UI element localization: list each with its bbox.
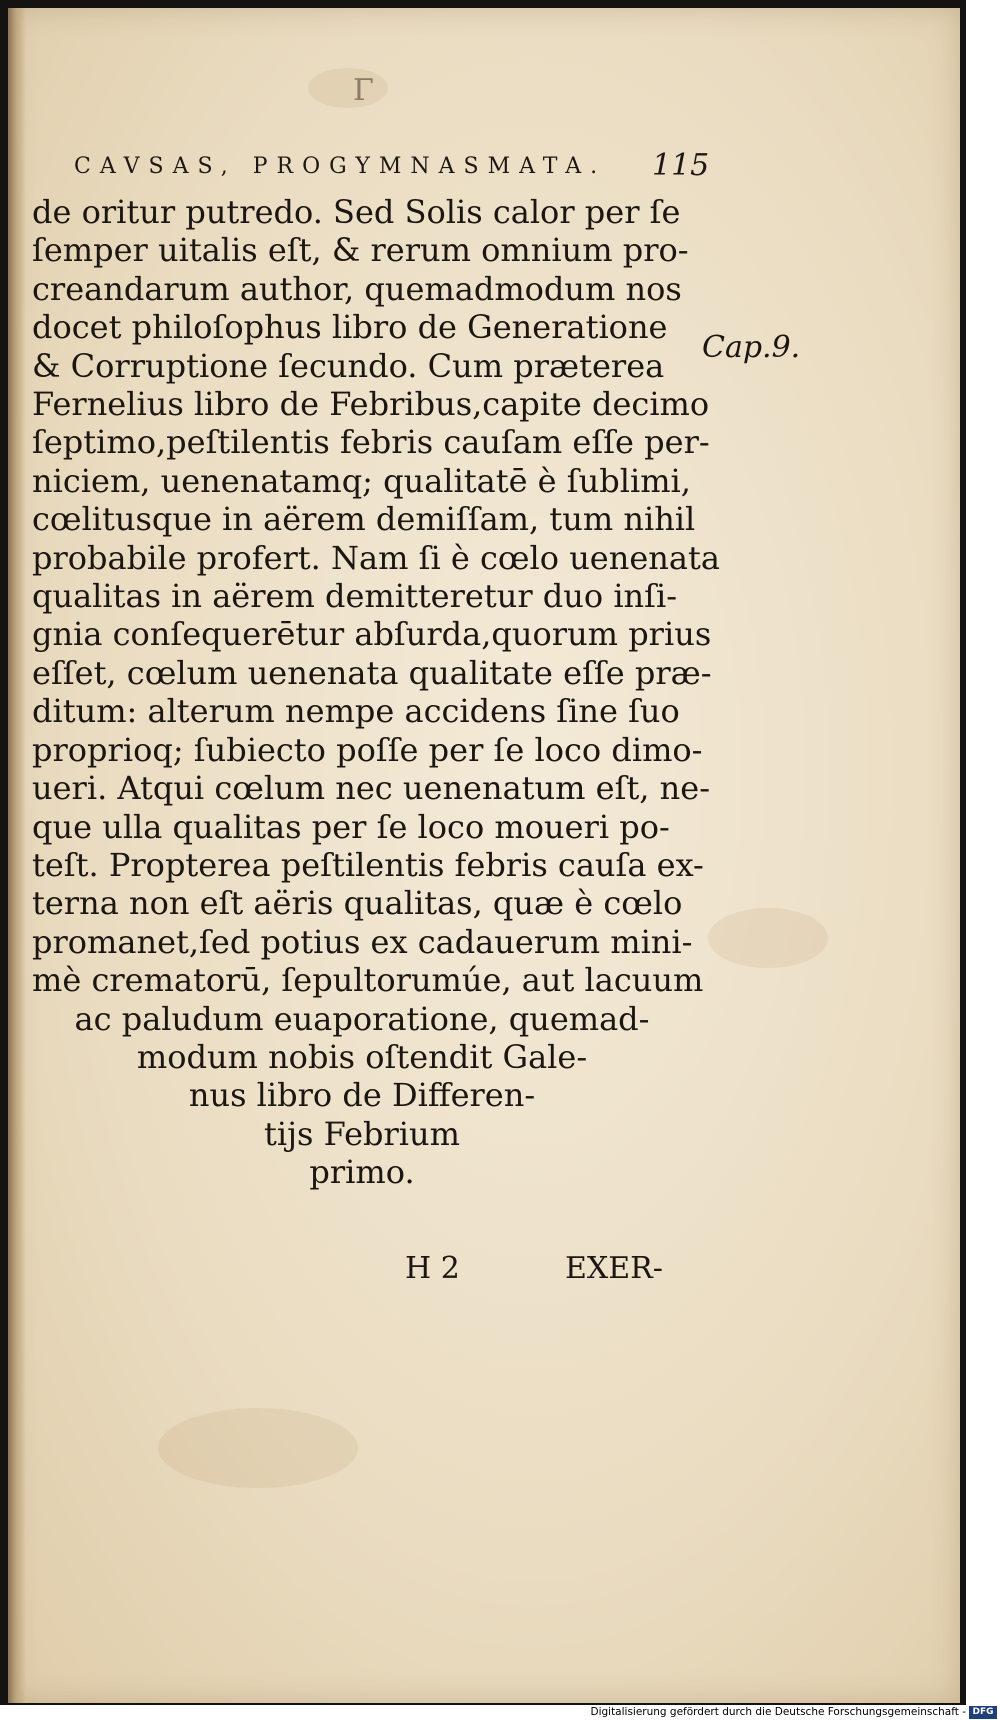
running-head: CAVSAS, PROGYMNASMATA.: [74, 154, 607, 179]
paper-stain: [308, 68, 388, 108]
dfg-logo: DFG: [969, 1706, 997, 1719]
text-line-tail: modum nobis oſtendit Gale-: [136, 1037, 588, 1076]
text-line-tail: tijs Febrium: [264, 1114, 460, 1153]
book-page: [8, 8, 960, 1703]
text-line: gnia conſequerētur abſurda,quorum prius: [32, 615, 712, 654]
text-line: eſſet, cœlum uenenata qualitate eſſe præ-: [32, 653, 712, 692]
text-line: creandarum author, quemadmodum nos: [32, 269, 682, 308]
body-text: [32, 193, 720, 1192]
text-line: teſt. Propterea peſtilentis febris cauſa ex-: [32, 845, 704, 884]
text-line: promanet,ſed potius ex cadauerum mini-: [32, 922, 693, 961]
signature-mark: H 2: [405, 1251, 460, 1286]
text-line: docet philoſophus libro de Generatione: [32, 308, 668, 347]
text-line: mè crematorū, ſepultorumúe, aut lacuum: [32, 961, 704, 1000]
text-line: ueri. Atqui cœlum nec uenenatum eſt, ne-: [32, 769, 710, 808]
text-line: probabile profert. Nam ſi è cœlo uenenata: [32, 538, 720, 577]
text-line: ſeptimo,peſtilentis febris cauſam eſſe per-: [32, 423, 710, 462]
text-line: niciem, uenenatamq; qualitatē è ſublimi,: [32, 461, 691, 500]
page-gutter-shadow: [8, 8, 26, 1703]
paper-stain: [158, 1408, 358, 1488]
text-line-tail: nus libro de Differen-: [188, 1076, 536, 1115]
text-line: proprioq; ſubiecto poſſe per ſe loco dimo-: [32, 730, 703, 769]
text-line: & Corruptione ſecundo. Cum præterea: [32, 346, 665, 385]
text-line: terna non eſt aëris qualitas, quæ è cœlo: [32, 884, 683, 923]
text-line: Fernelius libro de Febribus,capite decimo: [32, 385, 710, 424]
text-line-tail: ac paludum euaporatione, quemad-: [74, 999, 650, 1038]
text-line: ditum: alterum nempe accidens ſine ſuo: [32, 692, 680, 731]
footer-bar: [0, 1705, 1000, 1720]
text-line: cœlitusque in aërem demiſſam, tum nihil: [32, 500, 696, 539]
text-line-tail: primo.: [309, 1153, 415, 1192]
text-line: ſemper uitalis eſt, & rerum omnium pro-: [32, 231, 689, 270]
page-number: 115: [652, 148, 710, 183]
footer-credit: Digitalisierung gefördert durch die Deutsche Forschungsgemeinschaft -: [590, 1706, 966, 1718]
text-line: de oritur putredo. Sed Solis calor per ſe: [32, 193, 681, 231]
header-mark: Γ: [353, 73, 374, 108]
text-line: que ulla qualitas per ſe loco moueri po-: [32, 807, 670, 846]
text-line: qualitas in aërem demitteretur duo inſi-: [32, 577, 678, 616]
catchword: EXER-: [565, 1251, 663, 1286]
paper-stain: [708, 908, 828, 968]
marginal-note: Cap.9.: [702, 330, 801, 365]
